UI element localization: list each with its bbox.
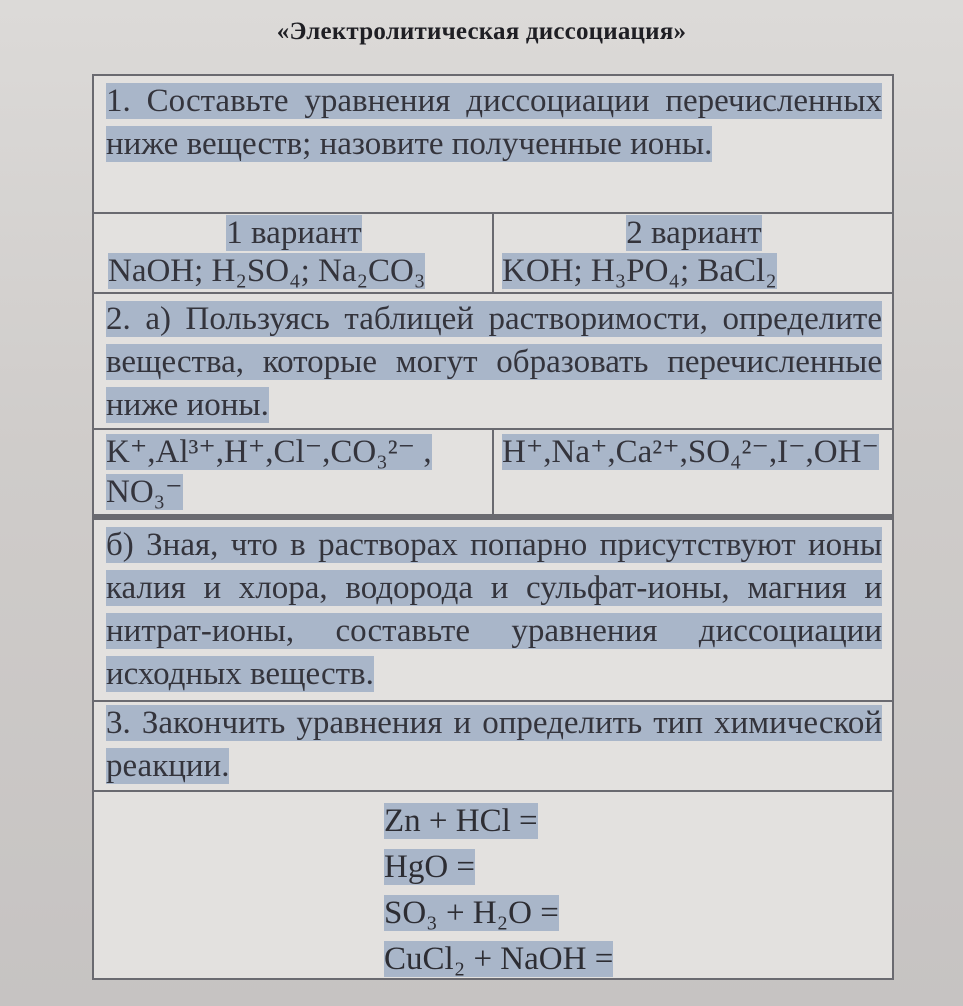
task2a-row <box>94 294 892 430</box>
equation-3: SO₃ + H₂O = <box>384 895 559 931</box>
task2b-text: б) Зная, что в растворах попарно присутствуют ионы калия и хлора, водорода и сульфат-ионы, магния и нитрат-ионы, составьте уравнения диссоциации исходных веществ. <box>106 527 882 692</box>
ions-right-cell <box>492 430 892 514</box>
variant1-cell <box>94 214 492 292</box>
ions-row <box>94 430 892 516</box>
equations-list <box>384 798 613 982</box>
task-table <box>92 74 894 980</box>
variant2-label: 2 вариант <box>626 215 762 251</box>
task1-row <box>94 76 892 214</box>
equation-2: HgO = <box>384 849 476 885</box>
variants-row <box>94 214 892 294</box>
variant2-substances: KOH; H₃PO₄; BaCl₂ <box>502 253 777 289</box>
page-title: «Электролитическая диссоциация» <box>276 18 687 45</box>
ions-right: H⁺,Na⁺,Ca²⁺,SO₄²⁻,I⁻,OH⁻ <box>502 434 879 470</box>
task3-row <box>94 700 892 792</box>
variant2-cell <box>492 214 892 292</box>
task3-text: 3. Закончить уравнения и определить тип химической реакции. <box>106 705 882 784</box>
task1-text: 1. Составьте уравнения диссоциации перечисленных ниже веществ; назовите полученные ионы. <box>106 83 882 162</box>
equations-row <box>94 792 892 978</box>
ions-left: K⁺,Al³⁺,H⁺,Cl⁻,CO₃²⁻ , NO₃⁻ <box>106 434 432 510</box>
equation-4: CuCl₂ + NaOH = <box>384 941 614 977</box>
task2a-text: 2. а) Пользуясь таблицей растворимости, определите вещества, которые могут образовать перечисленные ниже ионы. <box>106 301 882 423</box>
equation-1: Zn + HCl = <box>384 803 538 839</box>
variant1-substances: NaOH; H₂SO₄; Na₂CO₃ <box>108 253 426 289</box>
variant1-label: 1 вариант <box>226 215 362 251</box>
task2b-row <box>94 516 892 702</box>
ions-left-cell <box>94 430 492 514</box>
